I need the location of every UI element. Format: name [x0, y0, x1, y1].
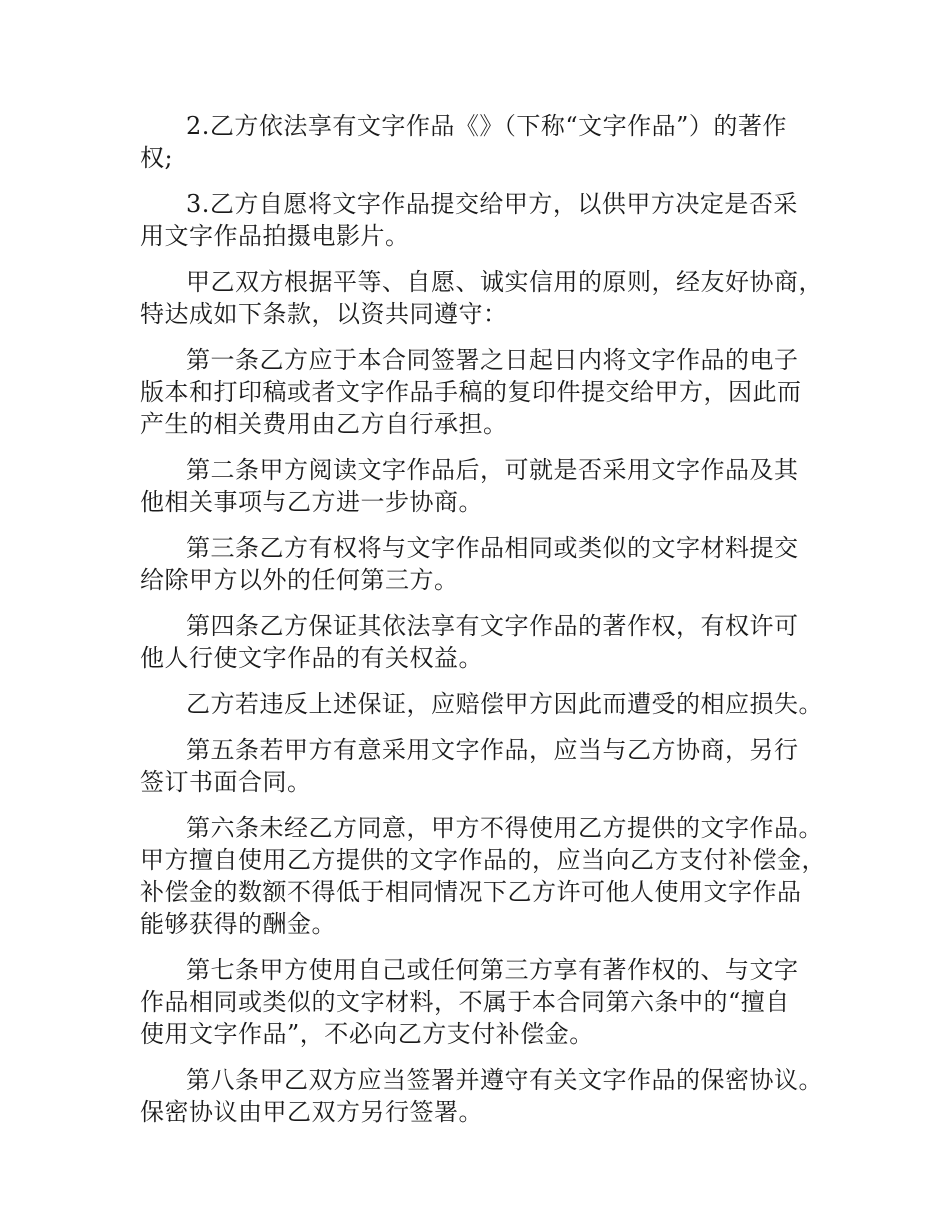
text-line: 权; [140, 144, 174, 172]
text-line: 第五条若甲方有意采用文字作品，应当与乙方协商，另行 [186, 736, 799, 764]
text-line: 第八条甲乙双方应当签署并遵守有关文字作品的保密协议。 [186, 1066, 823, 1094]
text-line: 用文字作品拍摄电影片。 [140, 222, 410, 250]
paragraph-article-1 [140, 344, 820, 440]
paragraph-article-4-breach [140, 688, 823, 720]
text-line: 使用文字作品”，不必向乙方支付补偿金。 [140, 1020, 594, 1048]
paragraph-article-7 [140, 954, 820, 1050]
document-body [140, 110, 826, 1142]
paragraph-preamble [140, 266, 823, 330]
text-line: 补偿金的数额不得低于相同情况下乙方许可他人使用文字作品 [140, 878, 802, 906]
text-line: 第三条乙方有权将与文字作品相同或类似的文字材料提交 [186, 534, 799, 562]
paragraph-clause-3 [140, 188, 820, 252]
paragraph-clause-2 [140, 110, 820, 174]
text-line: 产生的相关费用由乙方自行承担。 [140, 410, 508, 438]
text-line: 版本和打印稿或者文字作品手稿的复印件提交给甲方，因此而 [140, 378, 802, 406]
text-line: 甲乙双方根据平等、自愿、诚实信用的原则，经友好协商， [186, 268, 823, 296]
paragraph-article-2 [140, 454, 820, 518]
paragraph-article-3 [140, 532, 820, 596]
text-line: 3.乙方自愿将文字作品提交给甲方，以供甲方决定是否采 [186, 190, 798, 218]
text-line: 2.乙方依法享有文字作品《》（下称“文字作品”）的著作 [186, 112, 787, 140]
text-line: 乙方若违反上述保证，应赔偿甲方因此而遭受的相应损失。 [186, 690, 823, 718]
text-line: 第一条乙方应于本合同签署之日起日内将文字作品的电子 [186, 346, 799, 374]
paragraph-article-8 [140, 1064, 823, 1128]
text-line: 作品相同或类似的文字材料，不属于本合同第六条中的“擅自 [140, 988, 790, 1016]
text-line: 甲方擅自使用乙方提供的文字作品的，应当向乙方支付补偿金， [140, 846, 826, 874]
text-line: 他人行使文字作品的有关权益。 [140, 644, 483, 672]
text-line: 第二条甲方阅读文字作品后，可就是否采用文字作品及其 [186, 456, 799, 484]
text-line: 他相关事项与乙方进一步协商。 [140, 488, 483, 516]
text-line: 保密协议由甲乙双方另行签署。 [140, 1098, 483, 1126]
text-line: 能够获得的酬金。 [140, 910, 336, 938]
text-line: 特达成如下条款，以资共同遵守： [140, 300, 508, 328]
text-line: 给除甲方以外的任何第三方。 [140, 566, 459, 594]
text-line: 第四条乙方保证其依法享有文字作品的著作权，有权许可 [186, 612, 799, 640]
paragraph-article-5 [140, 734, 820, 798]
paragraph-article-4 [140, 610, 820, 674]
text-line: 签订书面合同。 [140, 768, 312, 796]
text-line: 第六条未经乙方同意，甲方不得使用乙方提供的文字作品。 [186, 814, 823, 842]
text-line: 第七条甲方使用自己或任何第三方享有著作权的、与文字 [186, 956, 799, 984]
paragraph-article-6 [140, 812, 826, 940]
